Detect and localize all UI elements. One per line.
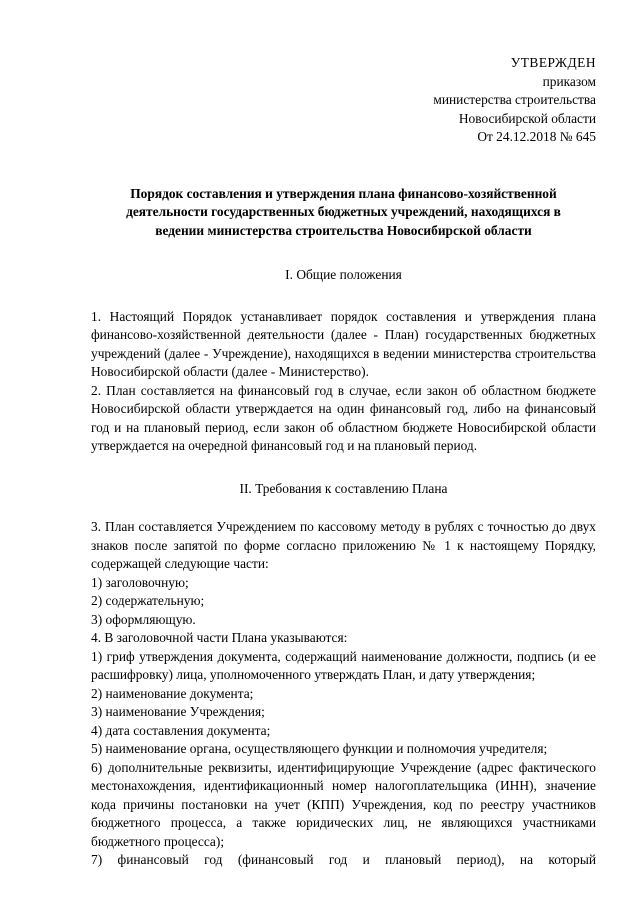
document-title (91, 185, 596, 241)
approval-line: приказом (542, 73, 596, 89)
paragraph-2: 2. План составляется на финансовый год в случае, если закон об областном бюджете Новосибирской области утверждается на один финансовый год, либо на финансовый год и на плановый период, если закон об областном бюджете Новосибирской области утверждается на очередной финансовый год и на плановый период. (91, 382, 596, 453)
paragraph-1: 1. Настоящий Порядок устанавливает порядок составления и утверждения плана финансово-хозяйственной деятельности (далее - План) государственных бюджетных учреждений (далее - Учреждение), находящихся в ведении министерства строительства Новосибирской области (далее - Министерство). (91, 308, 596, 379)
title-line: деятельности государственных бюджетных учреждений, находящихся в (126, 204, 561, 219)
approval-line: УТВЕРЖДЕН (510, 55, 596, 70)
paragraph-4: 4. В заголовочной части Плана указываются: (91, 630, 348, 645)
section-heading-requirements: II. Требования к составлению Плана (239, 480, 448, 496)
list-item: 2) наименование документа; (91, 685, 254, 701)
list-item: 3) наименование Учреждения; (91, 704, 265, 719)
approval-line: Новосибирской области (458, 110, 596, 126)
list-item: 7) финансовый год (финансовый год и плановый период), на который (91, 852, 596, 867)
title-line: ведении министерства строительства Новосибирской области (155, 222, 532, 238)
paragraph-3: 3. План составляется Учреждением по кассовому методу в рублях с точностью до двух знаков после запятой по форме согласно приложению № 1 к настоящему Порядку, содержащей следующие части: (91, 519, 596, 571)
list-item: 2) содержательную; (91, 593, 205, 608)
list-item: 6) дополнительные реквизиты, идентифицирующие Учреждение (адрес фактического местонахождения, идентификационный номер налогоплательщика (ИНН), значение кода причины постановки на учет (КПП) Учреждения, код по реестру участников бюджетного процесса, а также юридических лиц, не являющихся участниками бюджетного процесса); (91, 759, 596, 849)
list-item: 1) гриф утверждения документа, содержащий наименование должности, подпись (и ее расшифровку) лица, уполномоченного утверждать План, и дату утверждения; (91, 648, 596, 682)
approval-stamp (91, 54, 596, 147)
approval-date-number: От 24.12.2018 № 645 (477, 129, 596, 144)
list-item: 3) оформляющую. (91, 611, 196, 627)
list-item: 5) наименование органа, осуществляющего функции и полномочия учредителя; (91, 741, 548, 756)
list-item: 1) заголовочную; (91, 574, 189, 590)
section-heading-general: I. Общие положения (285, 267, 402, 282)
approval-line: министерства строительства (433, 92, 596, 107)
title-line: Порядок составления и утверждения плана финансово-хозяйственной (130, 185, 557, 201)
list-item: 4) дата составления документа; (91, 722, 271, 738)
